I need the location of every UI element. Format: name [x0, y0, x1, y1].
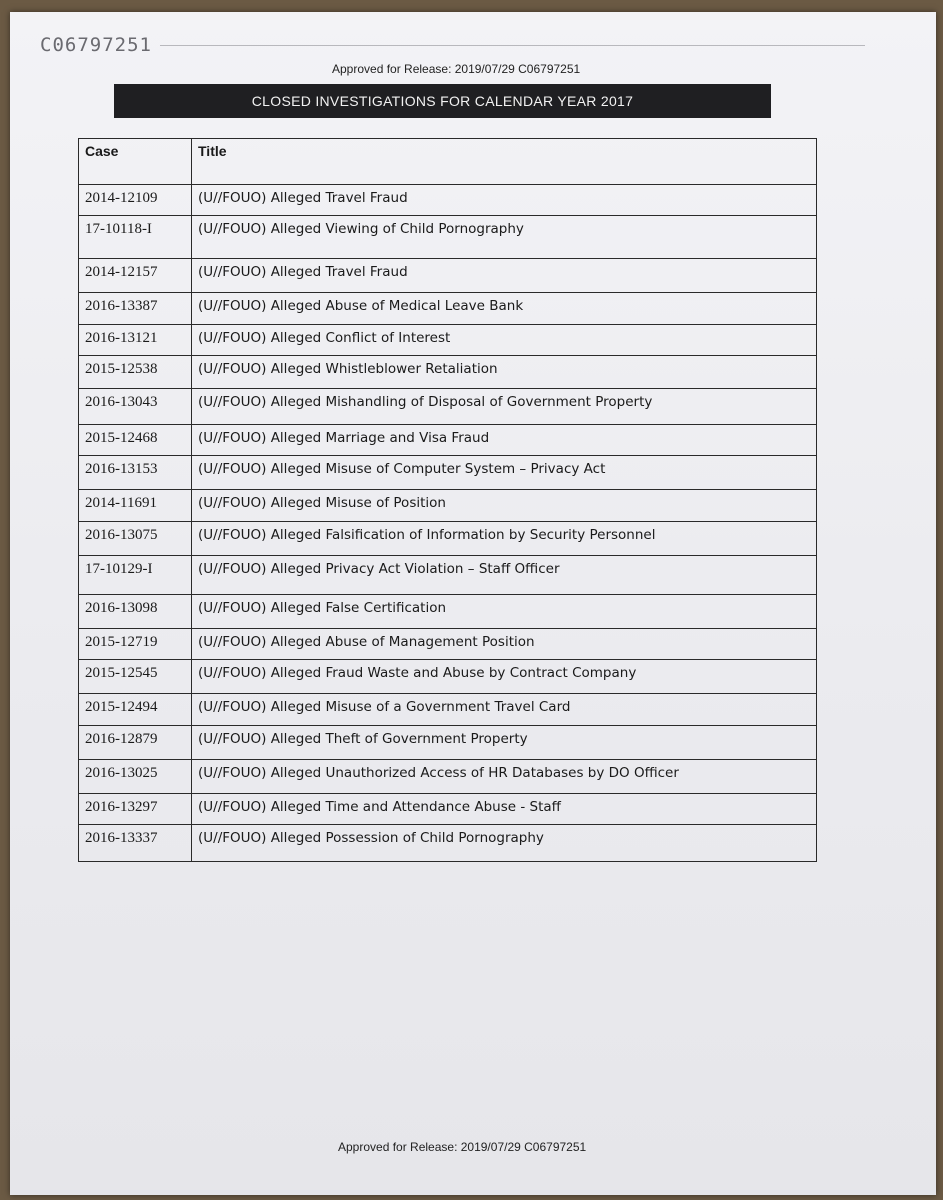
investigations-table	[78, 138, 817, 862]
table-row	[79, 825, 817, 862]
table-row	[79, 425, 817, 456]
table-row	[79, 293, 817, 325]
case-title-cell: (U//FOUO) Alleged Travel Fraud	[192, 259, 817, 293]
case-title-cell: (U//FOUO) Alleged False Certification	[192, 595, 817, 629]
case-title-cell: (U//FOUO) Alleged Time and Attendance Abuse - Staff	[192, 794, 817, 825]
column-header-title: Title	[192, 139, 817, 185]
case-title-cell: (U//FOUO) Alleged Fraud Waste and Abuse by Contract Company	[192, 660, 817, 694]
document-page	[10, 12, 936, 1195]
case-number-cell: 2015-12468	[79, 425, 192, 456]
case-number-cell: 2015-12545	[79, 660, 192, 694]
case-title-cell: (U//FOUO) Alleged Whistleblower Retaliation	[192, 356, 817, 389]
case-title-cell: (U//FOUO) Alleged Conflict of Interest	[192, 325, 817, 356]
table-row	[79, 694, 817, 726]
case-number-cell: 2015-12494	[79, 694, 192, 726]
case-title-cell: (U//FOUO) Alleged Possession of Child Pornography	[192, 825, 817, 862]
table-row	[79, 522, 817, 556]
case-title-cell: (U//FOUO) Alleged Misuse of Computer System – Privacy Act	[192, 456, 817, 490]
document-id: C06797251	[40, 34, 152, 56]
case-number-cell: 2016-13075	[79, 522, 192, 556]
case-title-cell: (U//FOUO) Alleged Viewing of Child Pornography	[192, 216, 817, 259]
table-row	[79, 216, 817, 259]
case-number-cell: 2016-13121	[79, 325, 192, 356]
case-number-cell: 2016-13153	[79, 456, 192, 490]
table-row	[79, 794, 817, 825]
table-row	[79, 185, 817, 216]
table-row	[79, 325, 817, 356]
case-number-cell: 2014-12157	[79, 259, 192, 293]
table-row	[79, 490, 817, 522]
release-stamp-bottom: Approved for Release: 2019/07/29 C06797251	[338, 1140, 587, 1154]
case-title-cell: (U//FOUO) Alleged Travel Fraud	[192, 185, 817, 216]
table-row	[79, 595, 817, 629]
case-number-cell: 17-10129-I	[79, 556, 192, 595]
case-number-cell: 2016-12879	[79, 726, 192, 760]
case-title-cell: (U//FOUO) Alleged Marriage and Visa Fraud	[192, 425, 817, 456]
case-title-cell: (U//FOUO) Alleged Mishandling of Disposal of Government Property	[192, 389, 817, 425]
table-row	[79, 760, 817, 794]
table-body	[79, 185, 817, 862]
table-row	[79, 726, 817, 760]
table-row	[79, 389, 817, 425]
table-row	[79, 556, 817, 595]
case-number-cell: 2016-13297	[79, 794, 192, 825]
case-title-cell: (U//FOUO) Alleged Misuse of Position	[192, 490, 817, 522]
column-header-case: Case	[79, 139, 192, 185]
case-title-cell: (U//FOUO) Alleged Unauthorized Access of HR Databases by DO Officer	[192, 760, 817, 794]
header-rule	[160, 45, 865, 46]
table-row	[79, 629, 817, 660]
case-number-cell: 2016-13043	[79, 389, 192, 425]
case-title-cell: (U//FOUO) Alleged Falsification of Information by Security Personnel	[192, 522, 817, 556]
table-row	[79, 259, 817, 293]
case-title-cell: (U//FOUO) Alleged Theft of Government Property	[192, 726, 817, 760]
table-row	[79, 456, 817, 490]
case-number-cell: 2015-12719	[79, 629, 192, 660]
table-row	[79, 660, 817, 694]
case-number-cell: 2014-12109	[79, 185, 192, 216]
release-stamp-top: Approved for Release: 2019/07/29 C06797251	[332, 62, 581, 76]
case-number-cell: 2016-13337	[79, 825, 192, 862]
case-title-cell: (U//FOUO) Alleged Abuse of Management Position	[192, 629, 817, 660]
case-title-cell: (U//FOUO) Alleged Privacy Act Violation – Staff Officer	[192, 556, 817, 595]
case-number-cell: 2016-13387	[79, 293, 192, 325]
table-header-row	[79, 139, 817, 185]
case-number-cell: 2014-11691	[79, 490, 192, 522]
case-number-cell: 17-10118-I	[79, 216, 192, 259]
case-title-cell: (U//FOUO) Alleged Abuse of Medical Leave Bank	[192, 293, 817, 325]
case-title-cell: (U//FOUO) Alleged Misuse of a Government Travel Card	[192, 694, 817, 726]
case-number-cell: 2016-13098	[79, 595, 192, 629]
table-row	[79, 356, 817, 389]
case-number-cell: 2016-13025	[79, 760, 192, 794]
page-title-banner: CLOSED INVESTIGATIONS FOR CALENDAR YEAR 2017	[114, 84, 771, 118]
case-number-cell: 2015-12538	[79, 356, 192, 389]
